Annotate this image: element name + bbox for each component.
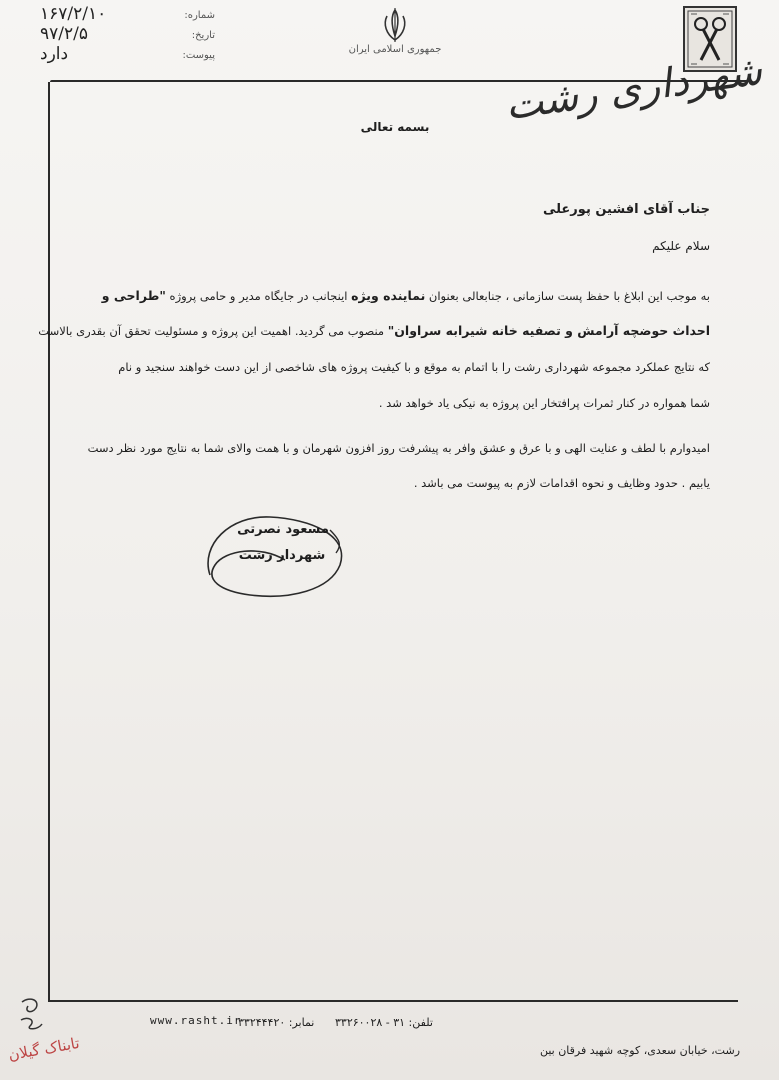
signatory-name: مسعود نصرتی (237, 522, 329, 537)
line-text: به موجب این ابلاغ با حفظ پست سازمانی ، جنابعالی بعنوان (425, 289, 710, 303)
number-label: شماره: (184, 10, 215, 21)
line-text: اینجانب در جایگاه مدیر و حامی پروژه (165, 289, 352, 303)
body-line (87, 441, 710, 455)
line-text: منصوب می گردید. اهمیت این پروژه و مسئولیت تحقق آن بقدری بالاست (38, 324, 388, 338)
body-line (38, 323, 710, 338)
footer-phone: تلفن: ۳۱ - ۳۳۲۶۰۰۲۸ (335, 1016, 433, 1029)
basmala: بسمه تعالی (360, 120, 430, 134)
handwritten-note (16, 994, 50, 1038)
line-text: شما همواره در کنار ثمرات پرافتخار این پروژه به نیکی یاد خواهد شد . (378, 396, 710, 410)
body-line (90, 476, 710, 490)
line-text: یابیم . حدود وظایف و نحوه اقدامات لازم به پیوست می باشد . (413, 476, 710, 490)
logo-wordmark: شهرداری رشت (502, 47, 765, 130)
attachment-row (40, 44, 215, 64)
number-row (40, 4, 215, 24)
footer-website: www.rasht.ir (150, 1014, 242, 1027)
body-line (90, 288, 710, 303)
body-line (90, 396, 710, 410)
iran-emblem-icon (378, 6, 412, 44)
date-row (40, 24, 215, 44)
left-border-rule (48, 82, 50, 1002)
letter-meta-block (40, 4, 215, 64)
date-label: تاریخ: (191, 30, 215, 41)
number-value: ۱۶۷/۲/۱۰ (40, 4, 107, 24)
line-text: که نتایج عملکرد مجموعه شهرداری رشت را با اتمام به موقع و با کیفیت پروژه های شاخصی از این دست خواهند سنجید و نام (118, 360, 710, 374)
greeting: سلام علیکم (652, 239, 710, 253)
signatory-title: شهردار رشت (238, 548, 326, 563)
attachment-value: دارد (40, 44, 69, 64)
line-emphasis: احداث حوضچه آرامش و تصفیه خانه شیرابه سراوان" (387, 323, 710, 338)
body-line (90, 360, 710, 374)
source-watermark: تابناک گیلان (6, 1033, 81, 1065)
bottom-border-rule (48, 1000, 738, 1002)
line-text: امیدوارم با لطف و عنایت الهی و با عرق و عشق وافر به پیشرفت روز افزون شهرمان و با همت والای شما به نتایج مورد نظر دست (87, 441, 710, 455)
line-emphasis: "طراحی و (101, 288, 166, 303)
footer-fax: نمابر: ۳۳۲۴۴۴۲۰ (238, 1016, 315, 1029)
addressee: جناب آقای افشین پورعلی (542, 202, 710, 217)
date-value: ۹۷/۲/۵ (40, 24, 88, 44)
line-emphasis: نماینده ویژه (351, 288, 426, 303)
footer-address: رشت، خیابان سعدی، کوچه شهید فرقان بین (539, 1044, 740, 1057)
republic-caption: جمهوری اسلامی ایران (348, 44, 442, 55)
attachment-label: پیوست: (182, 50, 215, 61)
